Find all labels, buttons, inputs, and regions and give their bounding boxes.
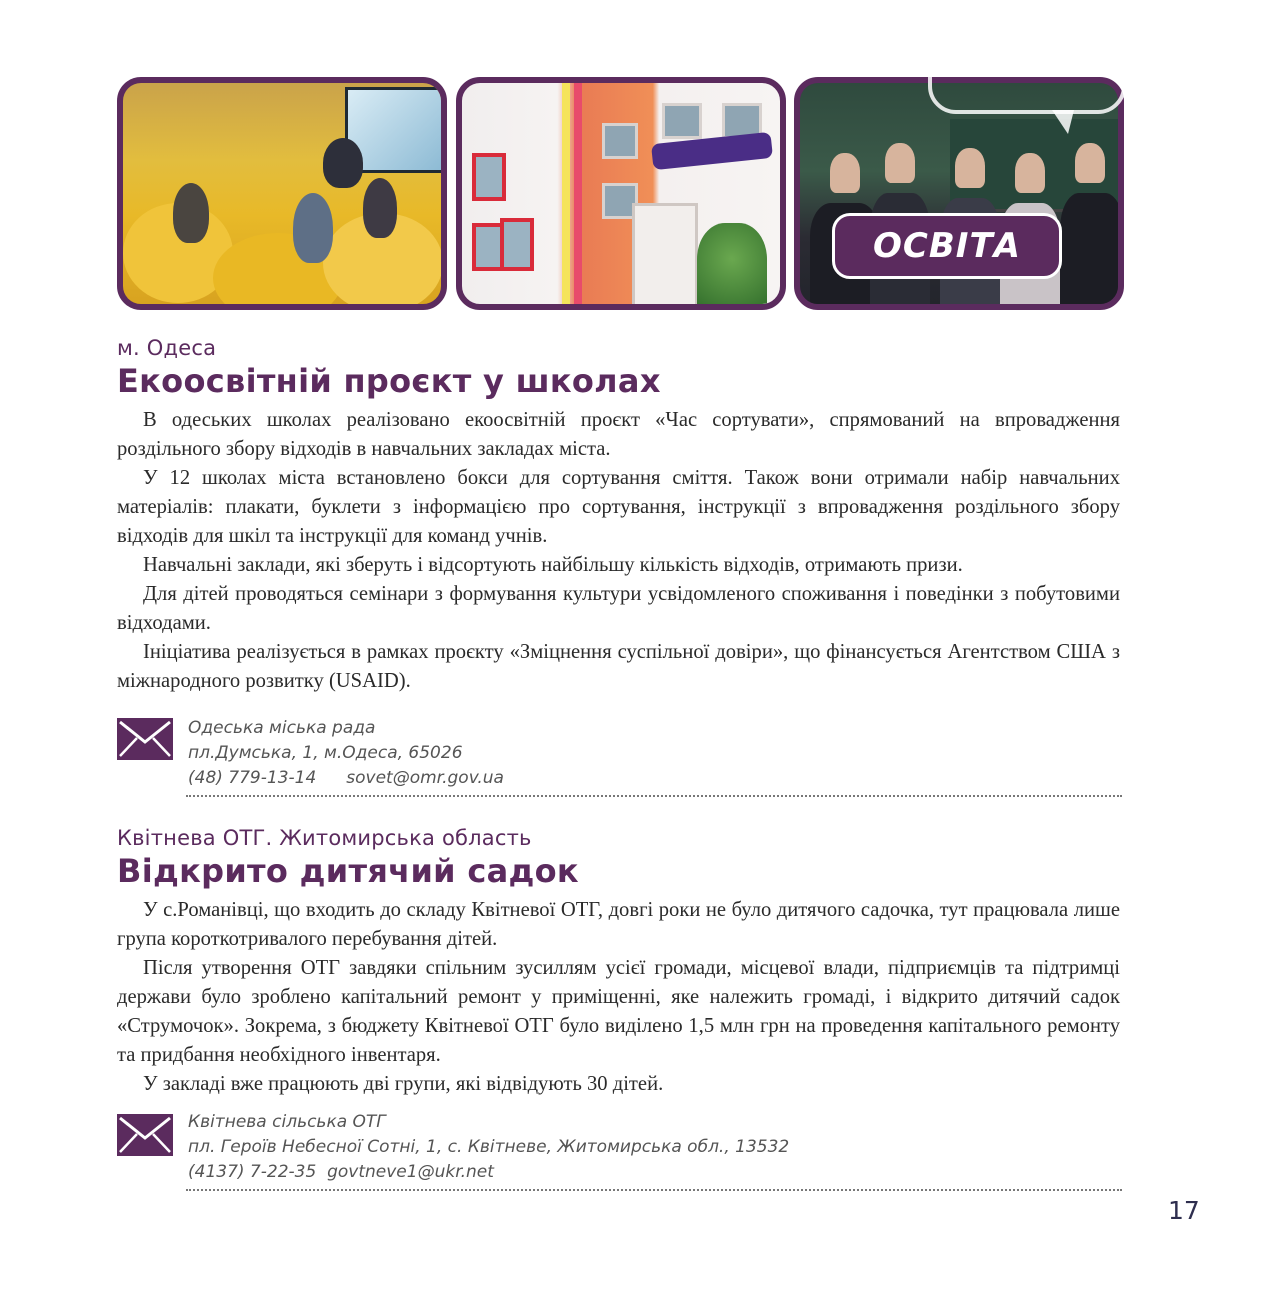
photo-kindergarten-building bbox=[456, 77, 786, 310]
envelope-icon bbox=[117, 718, 173, 760]
article2-body bbox=[117, 896, 1120, 1099]
face bbox=[1075, 143, 1105, 183]
article2-contact bbox=[188, 1110, 789, 1185]
section-badge: ОСВІТА bbox=[832, 213, 1062, 279]
speech-bubble-watermark bbox=[928, 28, 1126, 114]
article1-body bbox=[117, 406, 1120, 696]
child-figure bbox=[173, 183, 209, 243]
paragraph: В одеських школах реалізовано екоосвітній проєкт «Час сортувати», спрямований на впровадження роздільного збору відходів в навчальних закладах міста. bbox=[117, 409, 1120, 460]
article1-contact bbox=[188, 716, 504, 791]
facade-stripe bbox=[574, 83, 582, 310]
entrance-door bbox=[632, 203, 698, 309]
window bbox=[472, 153, 506, 201]
paragraph: У с.Романівці, що входить до складу Квітневої ОТГ, довгі роки не було дитячого садочка, тут працювала лише група короткотривалого перебування дітей. bbox=[117, 899, 1120, 950]
contact-phone: (48) 779-13-14 bbox=[188, 768, 317, 788]
facade-stripe bbox=[562, 83, 570, 310]
window bbox=[500, 218, 534, 271]
paragraph: Для дітей проводяться семінари з формування культури усвідомленого споживання і поведінки з побутовими відходами. bbox=[117, 583, 1120, 634]
child-figure bbox=[293, 193, 333, 263]
face bbox=[955, 148, 985, 188]
article2-location: Квітнева ОТГ. Житомирська область bbox=[117, 826, 532, 850]
face bbox=[1015, 153, 1045, 193]
person bbox=[1060, 193, 1124, 310]
contact-address: пл. Героїв Небесної Сотні, 1, с. Квітневе, Житомирська обл., 13532 bbox=[188, 1137, 790, 1157]
article1-location: м. Одеса bbox=[117, 336, 217, 360]
photo-children-watching-screen bbox=[117, 77, 447, 310]
paragraph: У закладі вже працюють дві групи, які відвідують 30 дітей. bbox=[143, 1073, 664, 1095]
child-figure bbox=[363, 178, 397, 238]
contact-org: Квітнева сільська ОТГ bbox=[188, 1112, 386, 1132]
face bbox=[830, 153, 860, 193]
paragraph: Ініціатива реалізується в рамках проєкту «Зміцнення суспільної довіри», що фінансується Агентством США з міжнародного розвитку (USAID). bbox=[117, 641, 1120, 692]
article1-title: Екоосвітній проєкт у школах bbox=[117, 362, 661, 400]
divider bbox=[186, 1189, 1122, 1191]
contact-address: пл.Думська, 1, м.Одеса, 65026 bbox=[188, 743, 463, 763]
contact-email[interactable]: sovet@omr.gov.ua bbox=[346, 768, 504, 788]
contact-email[interactable]: govtneve1@ukr.net bbox=[327, 1162, 494, 1182]
article2-title: Відкрито дитячий садок bbox=[117, 852, 579, 890]
page-number: 17 bbox=[1168, 1196, 1200, 1225]
divider bbox=[186, 795, 1122, 797]
paragraph: Навчальні заклади, які зберуть і відсортують найбільшу кількість відходів, отримають призи. bbox=[143, 554, 963, 576]
window bbox=[602, 123, 638, 159]
contact-phone: (4137) 7-22-35 bbox=[188, 1162, 317, 1182]
paragraph: Після утворення ОТГ завдяки спільним зусиллям усієї громади, місцевої влади, підприємців та підтримці держави було зроблено капітальний ремонт у приміщенні, яке належить громаді, і відкрито дитячий садок «Струмочок». Зокрема, з бюджету Квітневої ОТГ було виділено 1,5 млн грн на проведення капітального ремонту та придбання необхідного інвентаря. bbox=[117, 957, 1120, 1066]
face bbox=[885, 143, 915, 183]
window bbox=[662, 103, 702, 139]
paragraph: У 12 школах міста встановлено бокси для сортування сміття. Також вони отримали набір навчальних матеріалів: плакати, буклети з інформацією про сортування, інструкції з впровадження роздільного збору відходів для шкіл та інструкції для команд учнів. bbox=[117, 467, 1120, 547]
envelope-icon bbox=[117, 1114, 173, 1156]
contact-org: Одеська міська рада bbox=[188, 718, 376, 738]
mural-palm bbox=[697, 223, 767, 310]
child-figure bbox=[323, 138, 363, 188]
